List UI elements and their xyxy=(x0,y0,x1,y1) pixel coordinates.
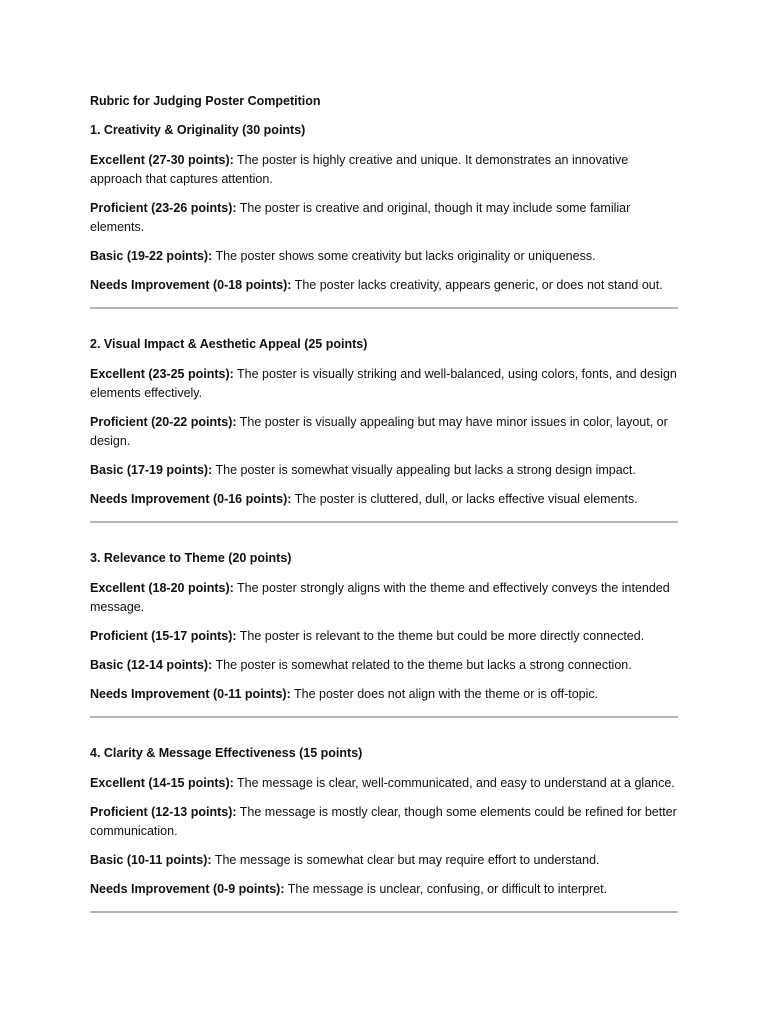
criterion-description: The poster is somewhat related to the theme but lacks a strong connection. xyxy=(212,658,632,672)
criterion-level: Needs Improvement (0-16 points): xyxy=(90,492,292,506)
criterion-level: Excellent (14-15 points): xyxy=(90,776,234,790)
criterion-level: Excellent (23-25 points): xyxy=(90,367,234,381)
criterion-level: Basic (10-11 points): xyxy=(90,853,212,867)
section-divider xyxy=(90,307,678,309)
criterion-description: The poster is highly creative and unique. It demonstrates an innovative approach that captures attention. xyxy=(90,153,629,186)
criterion-level: Basic (12-14 points): xyxy=(90,658,213,672)
criterion-description: The message is unclear, confusing, or difficult to interpret. xyxy=(284,882,608,896)
criterion-level: Proficient (20-22 points): xyxy=(90,415,237,429)
criterion-proficient xyxy=(90,627,678,646)
criterion-basic xyxy=(90,851,678,870)
criterion-excellent xyxy=(90,579,678,617)
section-heading: 1. Creativity & Originality (30 points) xyxy=(90,123,306,137)
criterion-description: The poster does not align with the theme or is off-topic. xyxy=(290,687,599,701)
criterion-description: The message is somewhat clear but may require effort to understand. xyxy=(211,853,600,867)
section-heading: 2. Visual Impact & Aesthetic Appeal (25 points) xyxy=(90,337,368,351)
criterion-level: Proficient (23-26 points): xyxy=(90,201,237,215)
criterion-needs-improvement xyxy=(90,880,678,899)
criterion-needs-improvement xyxy=(90,490,678,509)
criterion-description: The poster is relevant to the theme but could be more directly connected. xyxy=(236,629,645,643)
criterion-level: Needs Improvement (0-18 points): xyxy=(90,278,292,292)
criterion-description: The poster is somewhat visually appealing but lacks a strong design impact. xyxy=(212,463,636,477)
document-title: Rubric for Judging Poster Competition xyxy=(90,94,321,108)
criterion-level: Needs Improvement (0-9 points): xyxy=(90,882,285,896)
criterion-level: Proficient (12-13 points): xyxy=(90,805,237,819)
rubric-section-clarity xyxy=(90,745,678,899)
section-heading: 3. Relevance to Theme (20 points) xyxy=(90,551,292,565)
criterion-level: Basic (17-19 points): xyxy=(90,463,213,477)
criterion-excellent xyxy=(90,365,678,403)
section-divider xyxy=(90,521,678,523)
rubric-section-creativity xyxy=(90,122,678,295)
criterion-level: Proficient (15-17 points): xyxy=(90,629,237,643)
rubric-section-visual-impact xyxy=(90,336,678,509)
criterion-level: Excellent (27-30 points): xyxy=(90,153,234,167)
criterion-proficient xyxy=(90,803,678,841)
criterion-basic xyxy=(90,461,678,480)
criterion-basic xyxy=(90,656,678,675)
criterion-needs-improvement xyxy=(90,276,678,295)
rubric-section-relevance xyxy=(90,550,678,704)
section-divider xyxy=(90,716,678,718)
criterion-description: The poster lacks creativity, appears generic, or does not stand out. xyxy=(291,278,663,292)
criterion-level: Excellent (18-20 points): xyxy=(90,581,234,595)
criterion-description: The poster is visually striking and well-balanced, using colors, fonts, and design elements effectively. xyxy=(90,367,677,400)
criterion-excellent xyxy=(90,774,678,793)
criterion-level: Basic (19-22 points): xyxy=(90,249,213,263)
criterion-proficient xyxy=(90,413,678,451)
criterion-description: The poster is visually appealing but may have minor issues in color, layout, or design. xyxy=(90,415,668,448)
criterion-level: Needs Improvement (0-11 points): xyxy=(90,687,291,701)
criterion-description: The poster is creative and original, though it may include some familiar elements. xyxy=(90,201,631,234)
criterion-description: The message is mostly clear, though some elements could be refined for better communication. xyxy=(90,805,677,838)
criterion-proficient xyxy=(90,199,678,237)
criterion-basic xyxy=(90,247,678,266)
criterion-needs-improvement xyxy=(90,685,678,704)
section-divider xyxy=(90,911,678,913)
criterion-description: The message is clear, well-communicated, and easy to understand at a glance. xyxy=(233,776,675,790)
criterion-description: The poster shows some creativity but lacks originality or uniqueness. xyxy=(212,249,596,263)
criterion-excellent xyxy=(90,151,678,189)
criterion-description: The poster strongly aligns with the theme and effectively conveys the intended message. xyxy=(90,581,670,614)
criterion-description: The poster is cluttered, dull, or lacks effective visual elements. xyxy=(291,492,638,506)
section-heading: 4. Clarity & Message Effectiveness (15 points) xyxy=(90,746,363,760)
